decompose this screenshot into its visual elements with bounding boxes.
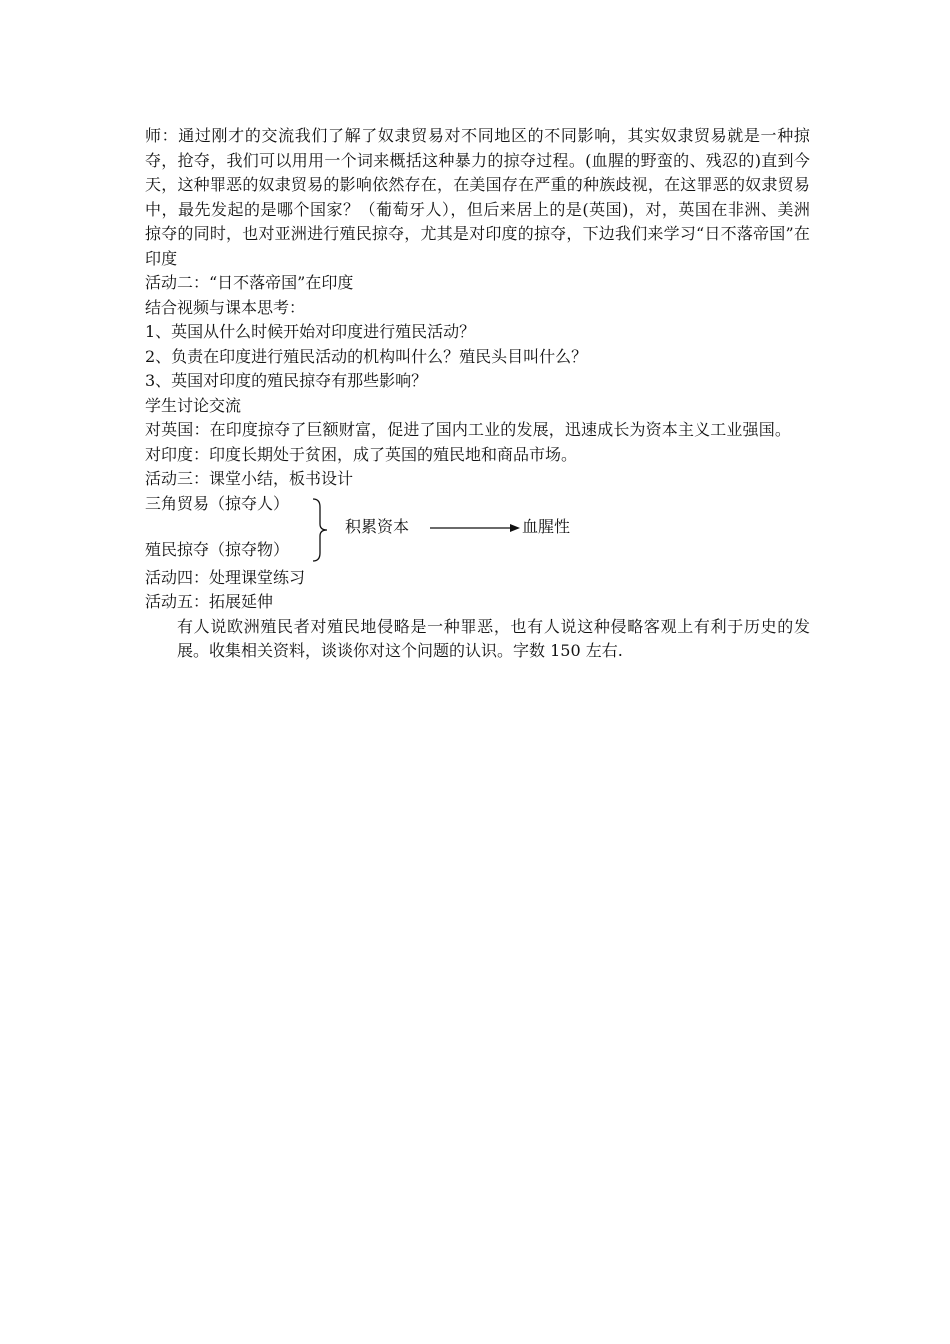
activity2-heading: 活动二：“日不落帝国”在印度 xyxy=(145,273,354,292)
right-arrow-icon xyxy=(430,522,520,534)
question-2: 2、负责在印度进行殖民活动的机构叫什么？殖民头目叫什么？ xyxy=(145,346,588,366)
discussion-line: 学生讨论交流 xyxy=(145,395,242,415)
board-item-colonial-plunder: 殖民掠夺（掠夺物） xyxy=(145,539,290,559)
board-accumulate-capital: 积累资本 xyxy=(345,516,410,536)
board-design-diagram xyxy=(145,492,810,566)
activity5-heading: 活动五：拓展延伸 xyxy=(145,592,274,611)
extension-paragraph: 有人说欧洲殖民者对殖民地侵略是一种罪恶，也有人说这种侵略客观上有利于历史的发展。收集相关资料，谈谈你对这个问题的认识。字数 150 左右. xyxy=(177,616,810,660)
effect-on-britain: 对英国：在印度掠夺了巨额财富，促进了国内工业的发展，迅速成长为资本主义工业强国。 xyxy=(145,420,792,439)
board-item-triangle-trade: 三角贸易（掠夺人） xyxy=(145,493,290,513)
board-result-bloody: 血腥性 xyxy=(522,516,571,536)
question-1: 1、英国从什么时候开始对印度进行殖民活动？ xyxy=(145,322,476,341)
right-brace-icon xyxy=(311,497,329,563)
activity3-heading: 活动三：课堂小结，板书设计 xyxy=(145,469,354,488)
think-prompt: 结合视频与课本思考： xyxy=(145,297,306,317)
document-body xyxy=(145,124,810,664)
effect-on-india: 对印度：印度长期处于贫困，成了英国的殖民地和商品市场。 xyxy=(145,444,578,464)
activity4-heading: 活动四：处理课堂练习 xyxy=(145,567,306,587)
question-3: 3、英国对印度的殖民掠夺有那些影响？ xyxy=(145,371,428,390)
intro-paragraph: 师：通过刚才的交流我们了解了奴隶贸易对不同地区的不同影响，其实奴隶贸易就是一种掠夺，抢夺，我们可以用用一个词来概括这种暴力的掠夺过程。(血腥的野蛮的、残忍的)直到今天，这种罪恶的奴隶贸易的影响依然存在，在美国存在严重的种族歧视，在这罪恶的奴隶贸易中，最先发起的是哪个国家？（葡萄牙人），但后来居上的是(英国)，对，英国在非洲、美洲掠夺的同时，也对亚洲进行殖民掠夺，尤其是对印度的掠夺，下边我们来学习“日不落帝国”在印度 xyxy=(145,126,810,268)
